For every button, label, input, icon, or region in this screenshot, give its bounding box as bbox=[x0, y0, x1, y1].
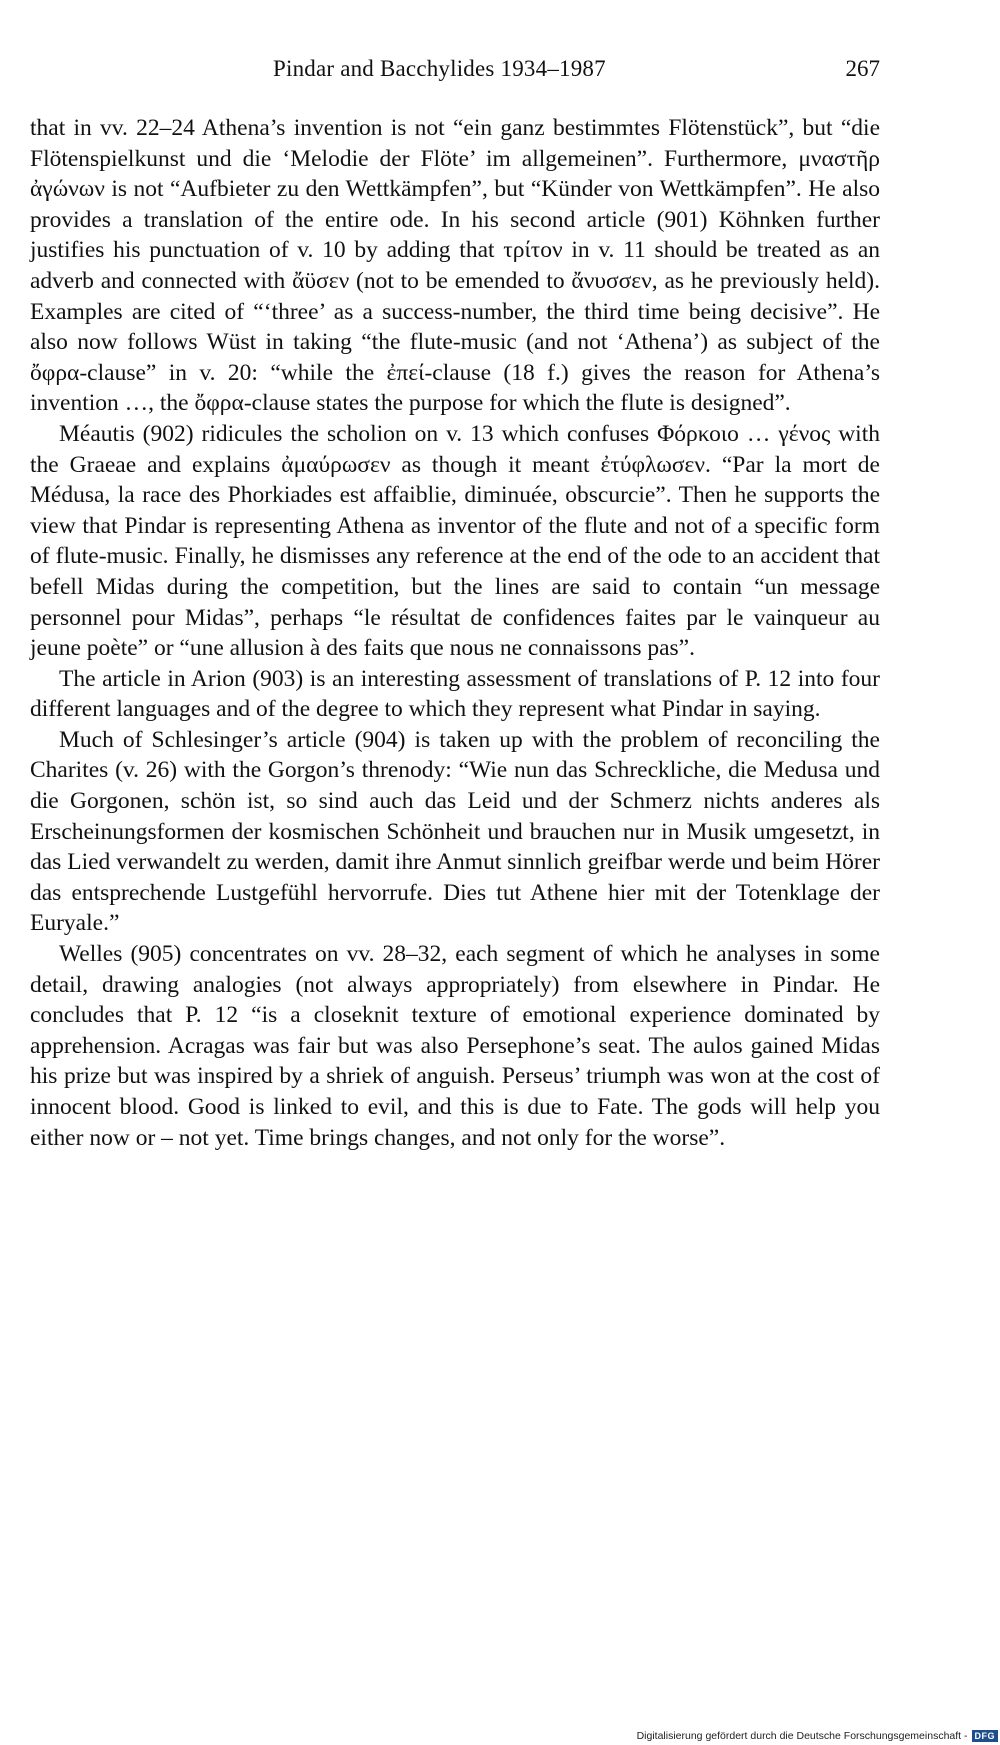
paragraph-meautis: Méautis (902) ridicules the scholion on v. 13 which confuses Φόρκοιο … γένος with the Graeae and explains ἀμαύρωσεν as though it meant ἐτύφλωσεν. “Par la mort de Médusa, la race des Phorkiades est affaiblie, diminuée, obscurcie”. Then he supports the view that Pindar is representing Athena as inventor of the flute and not of a specific form of flute-music. Finally, he dismisses any reference at the end of the ode to an accident that befell Midas during the competition, but the lines are said to contain “un message personnel pour Midas”, perhaps “le résultat de confidences faites par le vainqueur au jeune poète” or “une allusion à des faits que nous ne connaissons pas”. bbox=[30, 420, 880, 662]
dfg-logo: DFG bbox=[972, 1730, 999, 1742]
paragraph-arion: The article in Arion (903) is an interesting assessment of translations of P. 12 into four different languages and of the degree to which they represent what Pindar in saying. bbox=[30, 665, 880, 723]
digitization-credit bbox=[637, 1730, 998, 1742]
paragraph-kohnken: that in vv. 22–24 Athena’s invention is not “ein ganz bestimmtes Flötenstück”, but “die Flötenspielkunst und die ‘Melodie der Flöte’ im allgemeinen”. Furthermore, μναστῆρ ἀγώνων is not “Aufbieter zu den Wettkämpfen”, but “Künder von Wettkämpfen”. He also provides a translation of the entire ode. In his second article (901) Köhnken further justifies his punctuation of v. 10 by adding that τρίτον in v. 11 should be treated as an adverb and connected with ἄϋσεν (not to be emended to ἄνυσσεν, as he previously held). Examples are cited of “‘three’ as a success-number, the third time being decisive”. He also now follows Wüst in taking “the flute-music (and not ‘Athena’) as subject of the ὄφρα-clause” in v. 20: “while the ἐπεί-clause (18 f.) gives the reason for Athena’s invention …, the ὄφρα-clause states the purpose for which the flute is designed”. bbox=[30, 115, 880, 417]
paragraph-schlesinger: Much of Schlesinger’s article (904) is taken up with the problem of reconciling the Charites (v. 26) with the Gorgon’s threnody: “Wie nun das Schreckliche, die Medusa und die Gorgonen, schön ist, so sind auch das Leid und der Schmerz nichts anderes als Erscheinungsformen der kosmischen Schönheit und brauchen nur in Musik umgesetzt, in das Lied verwandelt zu werden, damit ihre Anmut sinnlich greifbar werde und beim Hörer das entsprechende Lustgefühl hervorrufe. Dies tut Athene hier mit der Totenklage der Euryale.” bbox=[30, 726, 880, 937]
running-title: Pindar and Bacchylides 1934–1987 bbox=[273, 56, 606, 81]
body-text bbox=[30, 113, 880, 1153]
credit-text: Digitalisierung gefördert durch die Deutsche Forschungsgemeinschaft - bbox=[636, 1730, 968, 1742]
page-number: 267 bbox=[845, 56, 880, 81]
page-header bbox=[30, 56, 880, 90]
paragraph-welles: Welles (905) concentrates on vv. 28–32, each segment of which he analyses in some detail, drawing analogies (not always appropriately) from elsewhere in Pindar. He concludes that P. 12 “is a closeknit texture of emotional experience dominated by apprehension. Acragas was fair but was also Persephone’s seat. The aulos gained Midas his prize but was inspired by a shriek of anguish. Perseus’ triumph was won at the cost of innocent blood. Good is linked to evil, and this is due to Fate. The gods will help you either now or – not yet. Time brings changes, and not only for the worse”. bbox=[30, 941, 880, 1151]
